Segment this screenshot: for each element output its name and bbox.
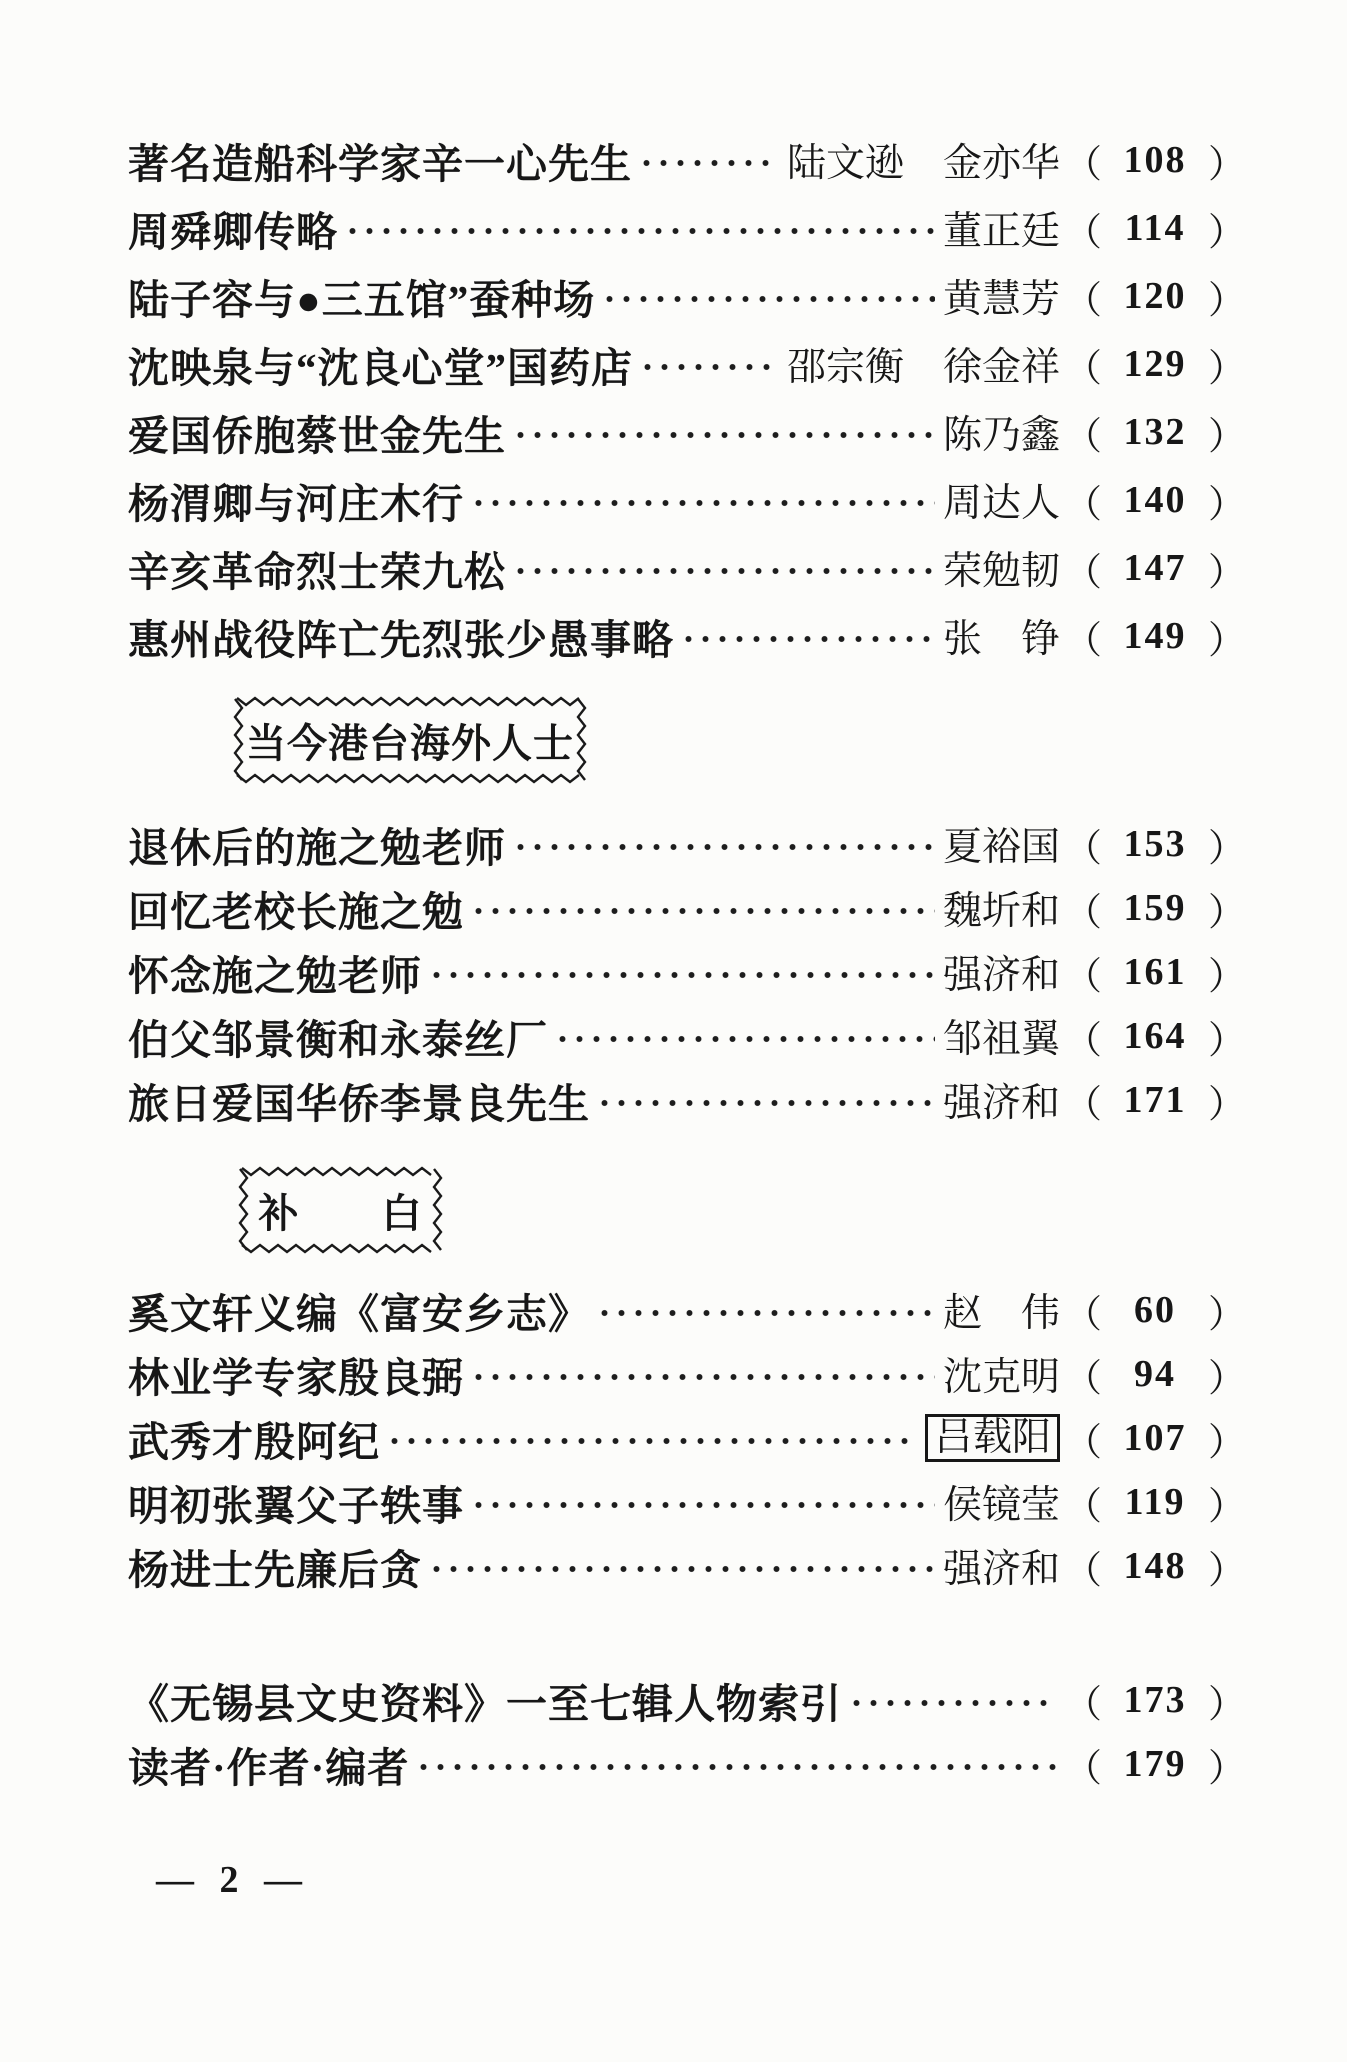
entry-author: 黄慧芳	[942, 278, 1060, 321]
entry-title: 武秀才殷阿纪	[128, 1418, 380, 1465]
entry-author: 陈乃鑫	[942, 414, 1060, 457]
page-number: 132	[1123, 411, 1187, 453]
wavy-border-left	[238, 1169, 249, 1251]
entry-page	[1064, 473, 1246, 528]
page-number: 94	[1134, 1353, 1176, 1395]
toc-entry	[128, 126, 1246, 194]
entry-title: 伯父邹景衡和永泰丝厂	[128, 1016, 548, 1063]
entry-page	[1064, 1283, 1246, 1338]
page-number: 179	[1123, 1743, 1187, 1785]
page-number: 108	[1123, 139, 1187, 181]
toc-section-filler	[128, 1278, 1246, 1598]
entry-title: 辛亥革命烈士荣九松	[128, 548, 506, 595]
toc-section-hongkong-taiwan-overseas	[128, 812, 1246, 1132]
dot-leader	[386, 1435, 917, 1447]
toc-entry	[128, 1668, 1246, 1732]
toc-entry	[128, 1278, 1246, 1342]
paren-open: （	[1064, 827, 1103, 870]
entry-title: 著名造船科学家辛一心先生	[128, 140, 632, 187]
toc-entry	[128, 1406, 1246, 1470]
paren-close: ）	[1207, 279, 1246, 322]
paren-close: ）	[1207, 483, 1246, 526]
entry-title: 陆子容与●三五馆”蚕种场	[128, 276, 596, 323]
toc-entry	[128, 602, 1246, 670]
toc-entry	[128, 876, 1246, 940]
entry-page	[1064, 881, 1246, 936]
toc-entry	[128, 812, 1246, 876]
section-header-label: 当今港台海外人士	[246, 720, 574, 766]
paren-close: ）	[1207, 143, 1246, 186]
entry-author: 强济和	[942, 954, 1060, 997]
page-number: 120	[1123, 275, 1187, 317]
entry-title: 奚文轩义编《富安乡志》	[128, 1290, 590, 1337]
entry-title: 读者·作者·编者	[128, 1744, 410, 1791]
page-number: 153	[1123, 823, 1187, 865]
paren-close: ）	[1207, 211, 1246, 254]
paren-close: ）	[1207, 415, 1246, 458]
entry-author: 强济和	[942, 1548, 1060, 1591]
entry-page	[1064, 405, 1246, 460]
entry-title: 林业学专家殷良弼	[128, 1354, 464, 1401]
section-header-box-hongkong-taiwan-overseas	[233, 696, 587, 784]
dot-leader	[470, 1499, 935, 1511]
toc-entry	[128, 1470, 1246, 1534]
paren-close: ）	[1207, 619, 1246, 662]
entry-title: 杨渭卿与河庄木行	[128, 480, 464, 527]
paren-close: ）	[1207, 1019, 1246, 1062]
paren-close: ）	[1207, 1747, 1246, 1790]
entry-author: 董正廷	[942, 210, 1060, 253]
paren-open: （	[1064, 955, 1103, 998]
entry-page	[1064, 201, 1246, 256]
entry-author: 邵宗衡 徐金祥	[786, 346, 1060, 389]
paren-close: ）	[1207, 1485, 1246, 1528]
dot-leader	[415, 1761, 1056, 1773]
entry-page	[1064, 1673, 1246, 1728]
dot-leader	[680, 633, 935, 645]
entry-page	[1064, 1009, 1246, 1064]
zigzag-border-top	[237, 696, 583, 707]
page-number: 107	[1123, 1417, 1187, 1459]
paren-close: ）	[1207, 347, 1246, 390]
toc-entry	[128, 330, 1246, 398]
toc-entry	[128, 1534, 1246, 1598]
paren-open: （	[1064, 347, 1103, 390]
entry-author: 荣勉韧	[942, 550, 1060, 593]
page-number: 171	[1123, 1079, 1187, 1121]
entry-author: 陆文逊 金亦华	[786, 142, 1060, 185]
entry-page	[1064, 1475, 1246, 1530]
paren-open: （	[1064, 1357, 1103, 1400]
page-footer-number: — 2 —	[156, 1859, 310, 1901]
entry-title: 杨进士先廉后贪	[128, 1546, 422, 1593]
dot-leader	[639, 361, 779, 373]
toc-entry	[128, 1342, 1246, 1406]
paren-open: （	[1064, 1083, 1103, 1126]
entry-title: 退休后的施之勉老师	[128, 824, 506, 871]
dot-leader	[554, 1033, 935, 1045]
page-number: 159	[1123, 887, 1187, 929]
toc-entry	[128, 194, 1246, 262]
toc-entry	[128, 940, 1246, 1004]
toc-entry	[128, 1732, 1246, 1796]
page-number: 161	[1123, 951, 1187, 993]
entry-author: 沈克明	[942, 1356, 1060, 1399]
entry-author: 夏裕国	[942, 826, 1060, 869]
page-number: 164	[1123, 1015, 1187, 1057]
entry-author: 魏圻和	[942, 890, 1060, 933]
entry-author: 赵 伟	[942, 1292, 1060, 1335]
entry-title: 《无锡县文史资料》一至七辑人物索引	[128, 1680, 842, 1727]
entry-page	[1064, 269, 1246, 324]
page-number: 149	[1123, 615, 1187, 657]
page-number: 60	[1134, 1289, 1176, 1331]
toc-section-backmatter	[128, 1668, 1246, 1796]
entry-title: 回忆老校长施之勉	[128, 888, 464, 935]
dot-leader	[470, 1371, 935, 1383]
paren-open: （	[1064, 1019, 1103, 1062]
wavy-border-right	[432, 1169, 443, 1251]
page-number: 129	[1123, 343, 1187, 385]
toc-entry	[128, 466, 1246, 534]
page-number: 147	[1123, 547, 1187, 589]
entry-page	[1064, 945, 1246, 1000]
entry-title: 明初张翼父子轶事	[128, 1482, 464, 1529]
paren-open: （	[1064, 483, 1103, 526]
entry-page	[1064, 609, 1246, 664]
zigzag-border-bottom	[237, 773, 583, 784]
dot-leader	[470, 905, 935, 917]
paren-close: ）	[1207, 1083, 1246, 1126]
paren-open: （	[1064, 279, 1103, 322]
paren-close: ）	[1207, 827, 1246, 870]
table-of-contents	[128, 126, 1246, 1796]
paren-open: （	[1064, 1421, 1103, 1464]
toc-entry	[128, 1004, 1246, 1068]
zigzag-border-bottom	[242, 1243, 439, 1254]
entry-page	[1064, 337, 1246, 392]
paren-open: （	[1064, 551, 1103, 594]
wavy-border-right	[576, 699, 587, 781]
dot-leader	[428, 969, 935, 981]
page-number: 173	[1123, 1679, 1187, 1721]
paren-close: ）	[1207, 1549, 1246, 1592]
toc-entry	[128, 398, 1246, 466]
dot-leader	[596, 1307, 935, 1319]
paren-open: （	[1064, 1485, 1103, 1528]
dot-leader	[512, 429, 935, 441]
paren-open: （	[1064, 1549, 1103, 1592]
entry-title: 周舜卿传略	[128, 208, 338, 255]
dot-leader	[344, 225, 935, 237]
entry-author: 周达人	[942, 482, 1060, 525]
entry-page	[1064, 1411, 1246, 1466]
dot-leader	[428, 1563, 935, 1575]
dot-leader	[470, 497, 935, 509]
entry-author-boxed: 吕载阳	[925, 1414, 1060, 1463]
paren-open: （	[1064, 143, 1103, 186]
entry-title: 惠州战役阵亡先烈张少愚事略	[128, 616, 674, 663]
paren-open: （	[1064, 619, 1103, 662]
wavy-border-left	[233, 699, 244, 781]
paren-close: ）	[1207, 1293, 1246, 1336]
entry-author: 邹祖翼	[942, 1018, 1060, 1061]
page-number: 140	[1123, 479, 1187, 521]
paren-open: （	[1064, 415, 1103, 458]
entry-author: 侯镜莹	[942, 1484, 1060, 1527]
toc-entry	[128, 262, 1246, 330]
dot-leader	[596, 1097, 935, 1109]
paren-close: ）	[1207, 1683, 1246, 1726]
zigzag-border-top	[242, 1166, 439, 1177]
dot-leader	[601, 293, 935, 305]
paren-close: ）	[1207, 955, 1246, 998]
page-number: 114	[1124, 207, 1186, 249]
paren-open: （	[1064, 1683, 1103, 1726]
dot-leader	[512, 565, 935, 577]
paren-close: ）	[1207, 891, 1246, 934]
entry-title: 旅日爱国华侨李景良先生	[128, 1080, 590, 1127]
toc-entry	[128, 534, 1246, 602]
paren-close: ）	[1207, 1357, 1246, 1400]
entry-page	[1064, 133, 1246, 188]
paren-open: （	[1064, 1293, 1103, 1336]
entry-title: 沈映泉与“沈良心堂”国药店	[128, 344, 633, 391]
section-header-label: 补 白	[258, 1190, 423, 1236]
page-number: 119	[1124, 1481, 1186, 1523]
dot-leader	[638, 157, 779, 169]
paren-open: （	[1064, 211, 1103, 254]
entry-page	[1064, 1073, 1246, 1128]
entry-page	[1064, 1737, 1246, 1792]
paren-close: ）	[1207, 1421, 1246, 1464]
toc-entry	[128, 1068, 1246, 1132]
dot-leader	[512, 841, 935, 853]
entry-author: 张 铮	[942, 618, 1060, 661]
section-header-box-filler	[238, 1166, 443, 1254]
toc-section-people	[128, 126, 1246, 670]
entry-title: 爱国侨胞蔡世金先生	[128, 412, 506, 459]
entry-page	[1064, 1539, 1246, 1594]
dot-leader	[848, 1697, 1056, 1709]
entry-page	[1064, 817, 1246, 872]
paren-close: ）	[1207, 551, 1246, 594]
entry-page	[1064, 1347, 1246, 1402]
entry-author: 强济和	[942, 1082, 1060, 1125]
page-number: 148	[1123, 1545, 1187, 1587]
paren-open: （	[1064, 1747, 1103, 1790]
entry-page	[1064, 541, 1246, 596]
entry-title: 怀念施之勉老师	[128, 952, 422, 999]
paren-open: （	[1064, 891, 1103, 934]
